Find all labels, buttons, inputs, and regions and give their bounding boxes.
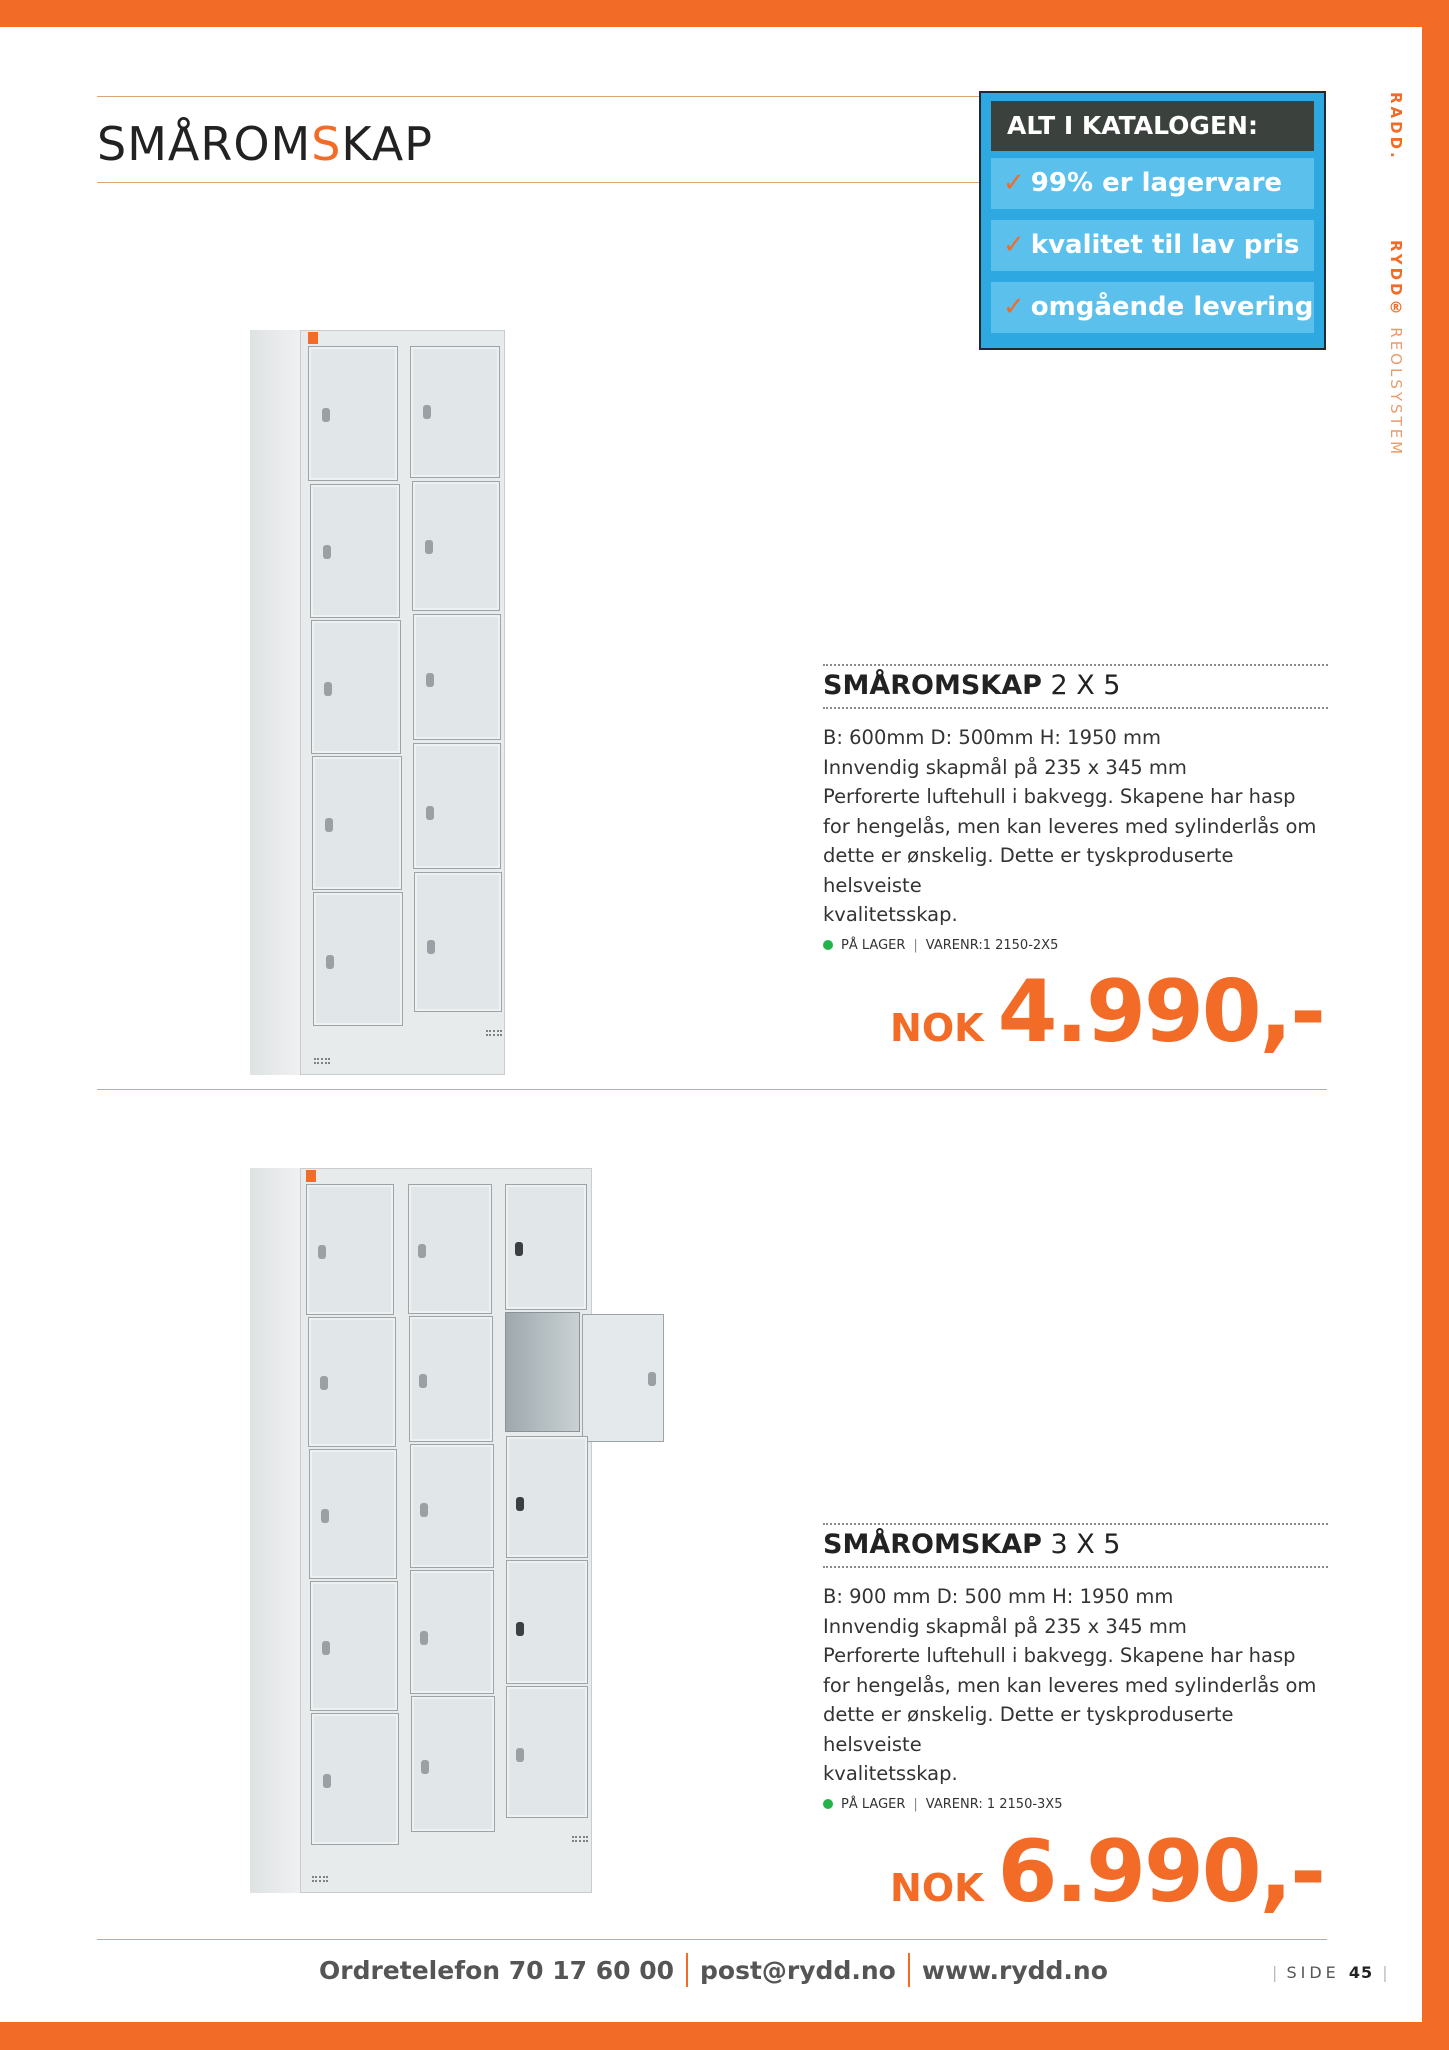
product-3x5-info (823, 1523, 1328, 1812)
section-divider (97, 1089, 1327, 1090)
catalog-heading: ALT I KATALOGEN: (991, 101, 1314, 151)
product-description: B: 900 mm D: 500 mm H: 1950 mm Innvendig skapmål på 235 x 345 mm Perforerte luftehull i bakvegg. Skapene har hasp for hengelås, men kan leveres med sylinderlås om dette er ønskelig. Dette er tyskproduserte helsveiste kvalitetsskap. (823, 1585, 1317, 1785)
header-top-rule (97, 96, 981, 97)
sku: VARENR:1 2150-2X5 (925, 937, 1059, 953)
product-2x5-info (823, 664, 1328, 953)
footer-rule (97, 1939, 1327, 1940)
sku: VARENR: 1 2150-3X5 (925, 1796, 1063, 1812)
product-2x5-price: NOK 4.990,- (890, 962, 1324, 1062)
footer-email-link[interactable]: post@rydd.no (700, 1955, 896, 1985)
stock-status: PÅ LAGER | VARENR: 1 2150-3X5 (823, 1797, 1328, 1812)
catalog-item: ✓ 99% er lagervare (991, 158, 1314, 209)
footer (97, 1950, 1327, 1990)
catalog-item: ✓ omgående levering (991, 282, 1314, 333)
catalog-highlights-box (979, 91, 1326, 350)
side-tab-reolsystem: RYDD® REOLSYSTEM (1387, 240, 1405, 458)
product-title: SMÅROMSKAP 3 X 5 (823, 1529, 1121, 1560)
in-stock-dot-icon (823, 1799, 833, 1809)
side-tab-radd: RADD. (1387, 92, 1405, 161)
page-number: | SIDE 45 | (1272, 1963, 1388, 1982)
top-accent-bar (0, 0, 1449, 27)
page-title: SMÅROMSKAP (97, 117, 433, 171)
stock-status: PÅ LAGER | VARENR:1 2150-2X5 (823, 938, 1328, 953)
bottom-accent-bar (0, 2022, 1449, 2050)
footer-web-link[interactable]: www.rydd.no (921, 1955, 1108, 1985)
catalog-item: ✓ kvalitet til lav pris (991, 220, 1314, 271)
product-3x5-price: NOK 6.990,- (890, 1822, 1324, 1922)
checkmark-icon: ✓ (1003, 230, 1025, 260)
product-title: SMÅROMSKAP 2 X 5 (823, 670, 1121, 701)
header-bottom-rule (97, 182, 981, 183)
in-stock-dot-icon (823, 940, 833, 950)
right-accent-bar (1422, 0, 1449, 2050)
product-description: B: 600mm D: 500mm H: 1950 mm Innvendig skapmål på 235 x 345 mm Perforerte luftehull i bakvegg. Skapene har hasp for hengelås, men kan leveres med sylinderlås om dette er ønskelig. Dette er tyskproduserte helsveiste kvalitetsskap. (823, 726, 1317, 926)
footer-phone: Ordretelefon 70 17 60 00 (319, 1955, 675, 1985)
checkmark-icon: ✓ (1003, 168, 1025, 198)
footer-divider (686, 1953, 688, 1987)
footer-divider (908, 1953, 910, 1987)
checkmark-icon: ✓ (1003, 292, 1025, 322)
